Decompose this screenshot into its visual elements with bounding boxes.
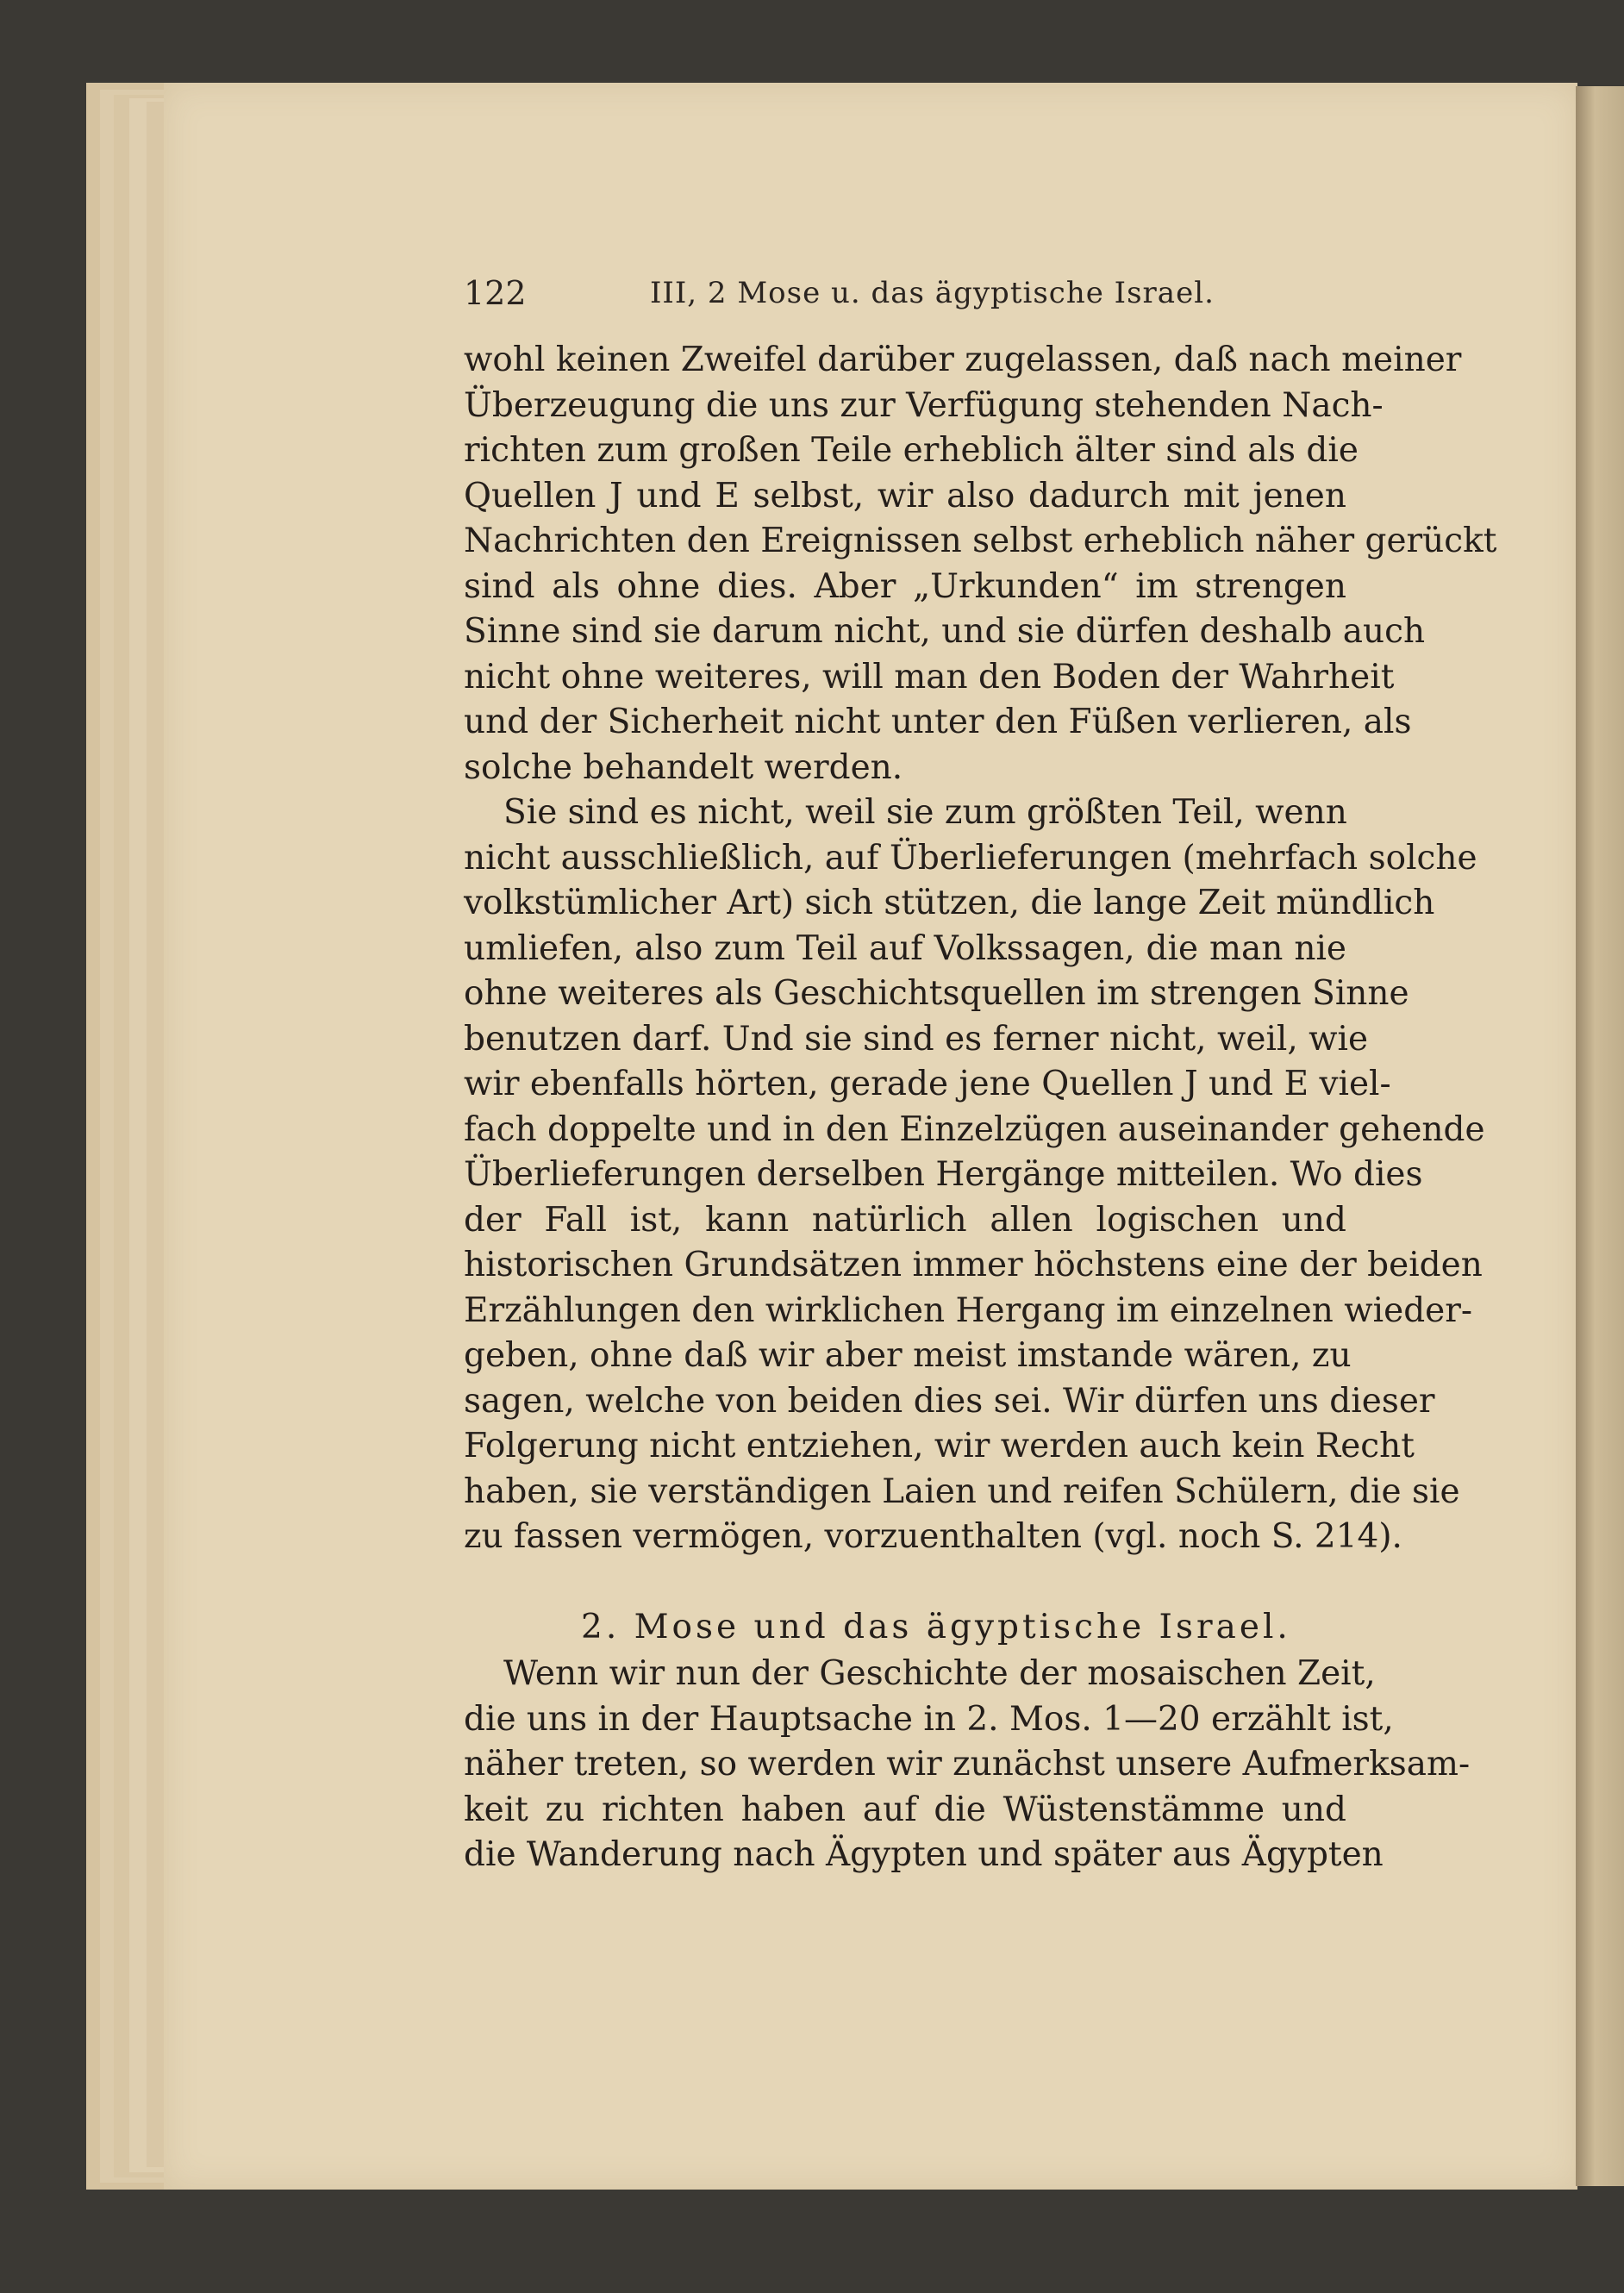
text-line: haben, sie verständigen Laien und reifen Schülern, die sie [464,1471,1460,1511]
text-line: Erzählungen den wirklichen Hergang im einzelnen wieder- [464,1290,1473,1330]
text-line: nicht ohne weiteres, will man den Boden der Wahrheit [464,657,1395,697]
text-line: solche behandelt werden. [464,747,903,787]
text-line: historischen Grundsätzen immer höchstens eine der beiden [464,1246,1483,1284]
text-line: sagen, welche von beiden dies sei. Wir dürfen uns dieser [464,1381,1435,1421]
text-line: wohl keinen Zweifel darüber zugelassen, daß nach meiner [464,341,1462,379]
text-line: volkstümlicher Art) sich stützen, die lange Zeit mündlich [464,884,1435,922]
section-heading: 2. Mose und das ägyptische Israel. [581,1607,1291,1646]
text-line: Sie sind es nicht, weil sie zum größten Teil, wenn [503,793,1347,832]
text-line: fach doppelte und in den Einzelzügen auseinander gehende [464,1109,1485,1149]
page-number: 122 [464,274,527,312]
text-line: Wenn wir nun der Geschichte der mosaischen Zeit, [503,1654,1376,1693]
paragraph-2 [464,790,1485,1560]
text-line: richten zum großen Teile erheblich älter sind als die [464,431,1359,470]
text-line: Nachrichten den Ereignissen selbst erheblich näher gerückt [464,522,1497,560]
running-head: III, 2 Mose u. das ägyptische Israel. [650,276,1215,310]
book-gutter [1576,86,1624,2186]
text-line: zu fassen vermögen, vorzuenthalten (vgl. noch S. 214). [464,1517,1402,1556]
text-line: die Wanderung nach Ägypten und später aus Ägypten [464,1835,1384,1874]
text-line: der Fall ist, kann natürlich allen logischen und [464,1200,1346,1240]
text-line: geben, ohne daß wir aber meist imstande wären, zu [464,1336,1352,1375]
paragraph-3 [464,1652,1471,1878]
text-line: nicht ausschließlich, auf Überlieferungen (mehrfach solche [464,838,1477,878]
text-line: benutzen darf. Und sie sind es ferner nicht, weil, wie [464,1019,1369,1059]
text-line: Sinne sind sie darum nicht, und sie dürfen deshalb auch [464,612,1426,651]
text-line: keit zu richten haben auf die Wüstenstämme und [464,1790,1346,1829]
body-text [464,338,1497,1878]
text-line: und der Sicherheit nicht unter den Füßen verlieren, als [464,703,1412,741]
text-line: die uns in der Hauptsache in 2. Mos. 1—20 erzählt ist, [464,1699,1394,1739]
paragraph-1 [464,338,1497,790]
text-line: sind als ohne dies. Aber „Urkunden“ im strengen [464,566,1346,606]
text-line: umliefen, also zum Teil auf Volkssagen, die man nie [464,928,1346,968]
scan-edge [1508,19,1624,28]
text-line: Quellen J und E selbst, wir also dadurch mit jenen [464,476,1346,515]
text-line: Folgerung nicht entziehen, wir werden auch kein Recht [464,1427,1415,1465]
text-line: Überlieferungen derselben Hergänge mitteilen. Wo dies [464,1155,1423,1194]
text-line: näher treten, so werden wir zunächst unsere Aufmerksam- [464,1745,1471,1784]
text-line: ohne weiteres als Geschichtsquellen im strengen Sinne [464,974,1409,1013]
text-line: Überzeugung die uns zur Verfügung stehenden Nach- [464,385,1384,425]
page-header [464,267,1352,319]
text-line: wir ebenfalls hörten, gerade jene Quellen J und E viel- [464,1065,1391,1103]
